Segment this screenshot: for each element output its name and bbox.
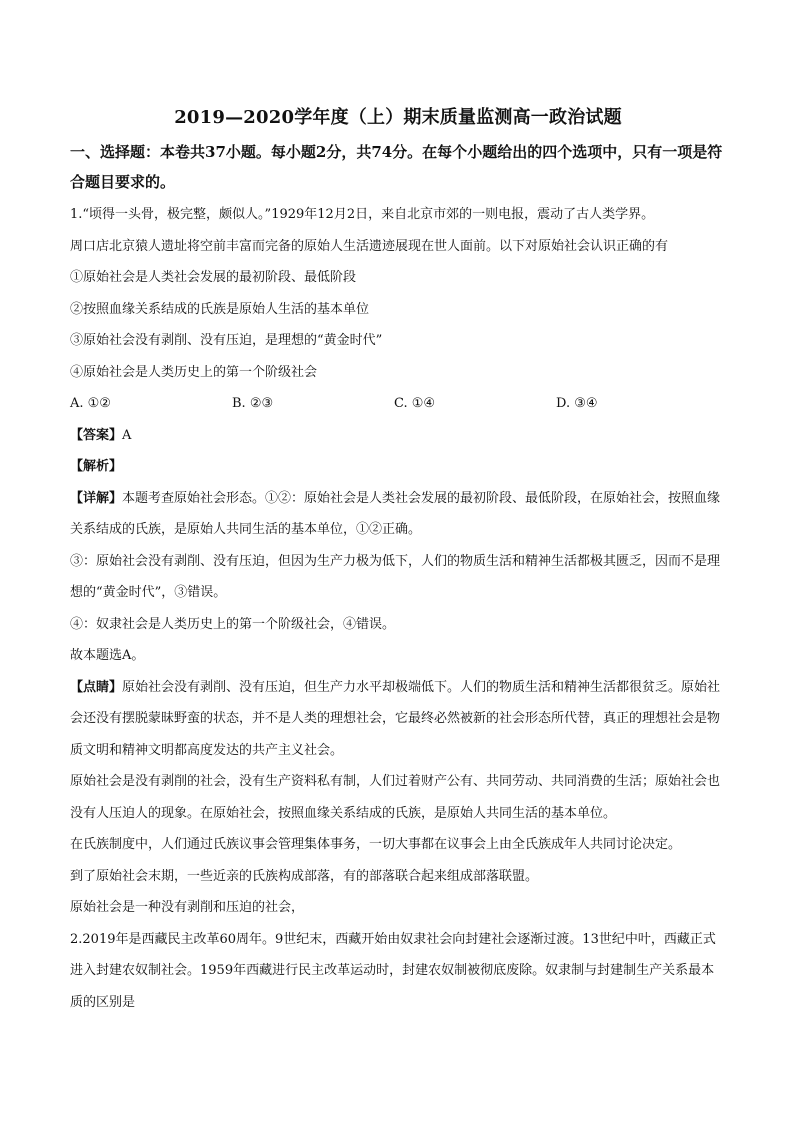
q1-note-p2: 原始社会是没有剥削的社会，没有生产资料私有制，人们过着财产公有、共同劳动、共同消费的生活；原始社会也没有人压迫人的现象。在原始社会，按照血缘关系结成的氏族，是原始人共同生活的基本单位。: [70, 774, 721, 821]
answer-label: 【答案】: [70, 427, 123, 443]
q1-options: [70, 388, 726, 420]
q1-note-p3: 在氏族制度中，人们通过氏族议事会管理集体事务，一切大事都在议事会上由全氏族成年人共同讨论决定。: [70, 837, 682, 852]
q1-conclusion: 故本题选A。: [70, 648, 145, 663]
q1-item-1: ①原始社会是人类社会发展的最初阶段、最低阶段: [70, 270, 357, 285]
detail-label: 【详解】: [70, 490, 123, 506]
q1-option-b: B. ②③: [232, 396, 274, 411]
document-content: [70, 103, 726, 1018]
detail-text: 本题考查原始社会形态。①②：原始社会是人类社会发展的最初阶段、最低阶段，在原始社会，按照血缘关系结成的氏族，是原始人共同生活的基本单位，①②正确。: [70, 490, 721, 537]
q1-stem-line-1: 1.“顷得一头骨，极完整，颇似人。”1929年12月2日，来自北京市郊的一则电报，震动了古人类学界。: [70, 207, 655, 222]
section-heading: 一、选择题：本卷共37小题。每小题2分，共74分。在每个小题给出的四个选项中，只有一项是符合题目要求的。: [70, 143, 723, 191]
q1-detail-p2: ③：原始社会没有剥削、没有压迫，但因为生产力极为低下，人们的物质生活和精神生活都极其匮乏，因而不是理想的“黄金时代”，③错误。: [70, 553, 721, 600]
q1-option-a: A. ①②: [70, 396, 111, 411]
note-label: 【点睛】: [70, 679, 123, 695]
q1-analysis-heading: [70, 451, 726, 483]
q1-detail-p3: ④：奴隶社会是人类历史上的第一个阶级社会，④错误。: [70, 616, 396, 632]
q1-note: [70, 672, 726, 767]
answer-value: A: [122, 427, 132, 443]
question-2: [70, 924, 726, 1019]
q1-answer: [70, 420, 726, 452]
page-title: 2019—2020学年度（上）期末质量监测高一政治试题: [174, 107, 622, 128]
q1-detail: [70, 483, 726, 546]
q1-note-p4: 到了原始社会末期，一些近亲的氏族构成部落，有的部落联合起来组成部落联盟。: [70, 868, 539, 884]
question-1: [70, 199, 726, 924]
note-text: 原始社会没有剥削、没有压迫，但生产力水平却极端低下。人们的物质生活和精神生活都很贫乏。原始社会还没有摆脱蒙昧野蛮的状态，并不是人类的理想社会，它最终必然被新的社会形态所代替，真正的理想社会是物质文明和精神文明都高度发达的共产主义社会。: [70, 679, 721, 758]
q1-item-2: ②按照血缘关系结成的氏族是原始人生活的基本单位: [70, 301, 370, 317]
q1-item-3: ③原始社会没有剥削、没有压迫，是理想的“黄金时代”: [70, 333, 383, 348]
analysis-label: 【解析】: [70, 459, 123, 474]
q2-stem: 2.2019年是西藏民主改革60周年。9世纪末，西藏开始由奴隶社会向封建社会逐渐过渡。13世纪中叶，西藏正式进入封建农奴制社会。1959年西藏进行民主改革运动时，封建农奴制被彻底废除。奴隶制与封建制生产关系最本质的区别是: [70, 931, 716, 1010]
q1-note-p5: 原始社会是一种没有剥削和压迫的社会，: [70, 900, 305, 915]
q1-stem-line-2: 周口店北京猿人遗址将空前丰富而完备的原始人生活遗迹展现在世人面前。以下对原始社会认识正确的有: [70, 238, 669, 254]
q1-option-d: D. ③④: [556, 396, 598, 411]
q1-option-c: C. ①④: [394, 396, 436, 411]
q1-item-4: ④原始社会是人类历史上的第一个阶级社会: [70, 364, 318, 380]
